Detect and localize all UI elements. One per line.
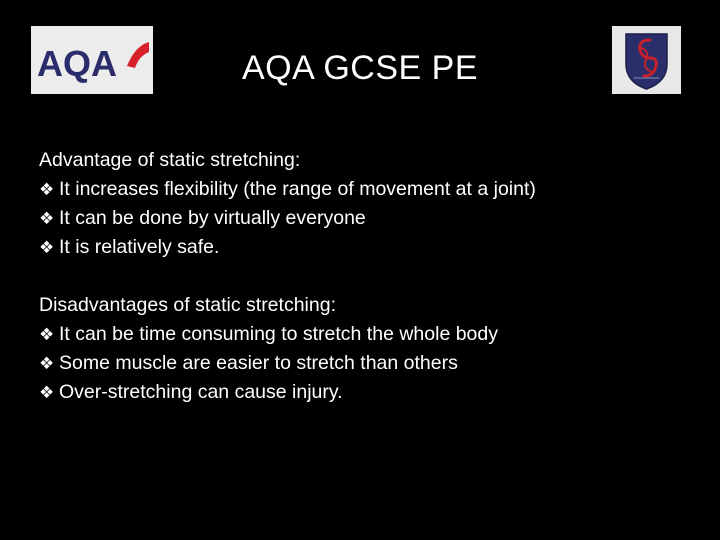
diamond-bullet-icon: ❖ (39, 383, 55, 402)
disadvantages-section (39, 291, 699, 407)
diamond-bullet-icon: ❖ (39, 354, 55, 373)
diamond-bullet-icon: ❖ (39, 325, 55, 344)
list-item-text: It is relatively safe. (59, 236, 220, 258)
advantages-section (39, 146, 699, 262)
list-item (39, 233, 699, 262)
list-item-text: It can be time consuming to stretch the whole body (59, 323, 498, 345)
list-item (39, 378, 699, 407)
diamond-bullet-icon: ❖ (39, 180, 55, 199)
page-title: AQA GCSE PE (241, 49, 479, 87)
list-item (39, 175, 699, 204)
diamond-bullet-icon: ❖ (39, 238, 55, 257)
diamond-bullet-icon: ❖ (39, 209, 55, 228)
slide-body (39, 146, 699, 407)
list-item-text: It increases flexibility (the range of movement at a joint) (59, 178, 536, 200)
school-crest-icon (612, 26, 681, 94)
disadvantages-heading: Disadvantages of static stretching: (39, 294, 336, 316)
advantages-heading: Advantage of static stretching: (39, 149, 301, 171)
list-item-text: Some muscle are easier to stretch than others (59, 352, 458, 374)
list-item-text: It can be done by virtually everyone (59, 207, 366, 229)
list-item (39, 349, 699, 378)
list-item-text: Over-stretching can cause injury. (59, 381, 343, 403)
list-item (39, 204, 699, 233)
aqa-logo-text: AQA (37, 43, 117, 84)
list-item (39, 320, 699, 349)
